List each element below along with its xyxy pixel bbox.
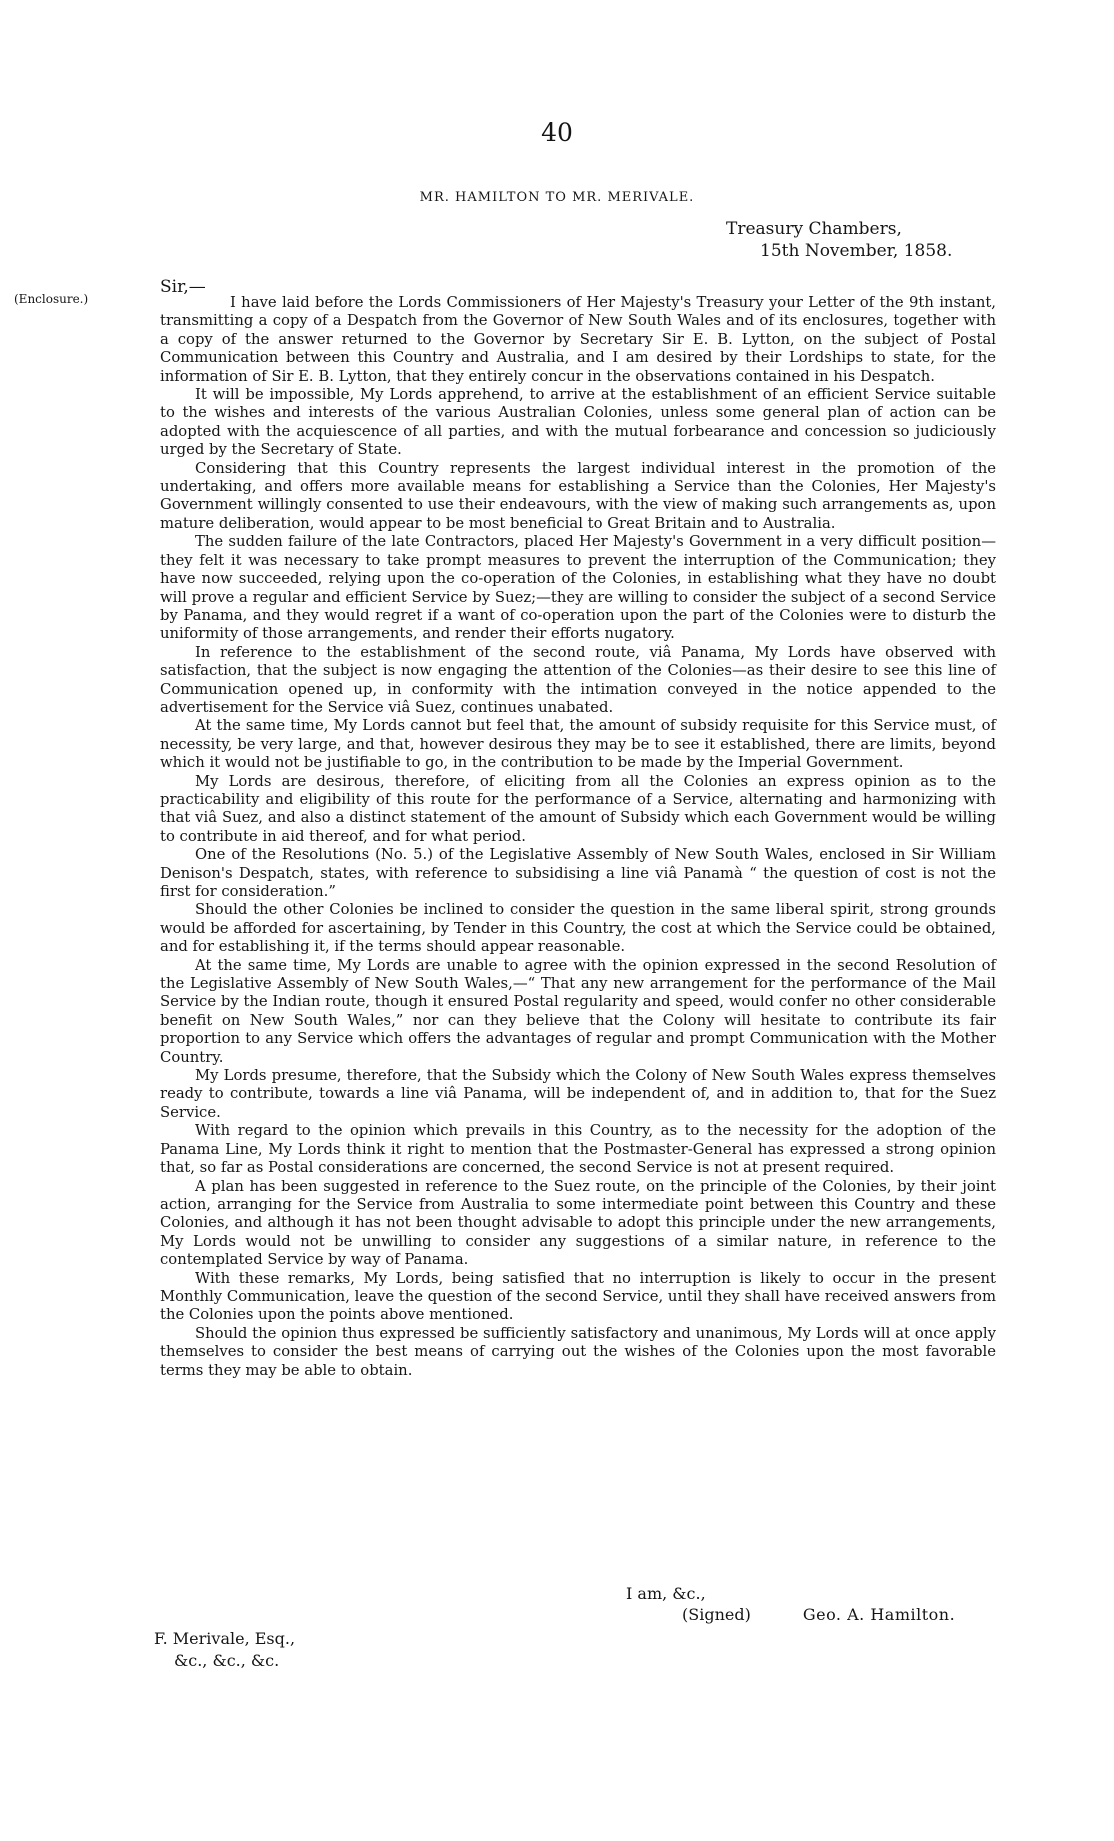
closing-phrase: I am, &c., [626,1584,706,1603]
dateline [726,218,1006,262]
salutation: Sir,— [160,277,206,297]
paragraph: With regard to the opinion which prevails in this Country, as to the necessity for the adoption of the Panama Line, My Lords think it right to mention that the Postmaster-General has expressed a strong opinion that, so far as Postal considerations are concerned, the second Service is not at present required. [160,1122,996,1177]
dateline-date: 15th November, 1858. [760,241,953,261]
dateline-place: Treasury Chambers, [726,219,902,239]
page-number: 40 [541,118,573,147]
letter-heading: MR. HAMILTON TO MR. MERIVALE. [419,190,695,205]
paragraph: One of the Resolutions (No. 5.) of the Legislative Assembly of New South Wales, enclosed in Sir William Denison's Despatch, states, with reference to subsidising a line viâ Panamà “ the question of cost is not the first for consideration.” [160,846,996,900]
paragraph: My Lords are desirous, therefore, of eliciting from all the Colonies an express opinion as to the practicability and eligibility of this route for the performance of a Service, alternating and harmonizing with that viâ Suez, and also a distinct statement of the amount of Subsidy which each Government would be willing to contribute in aid thereof, and for what period. [160,772,996,845]
paragraph: My Lords presume, therefore, that the Subsidy which the Colony of New South Wales express themselves ready to contribute, towards a line viâ Panama, will be independent of, and in addition to, that for the Suez Service. [160,1067,996,1121]
paragraph: With these remarks, My Lords, being satisfied that no interruption is likely to occur in the present Monthly Communication, leave the question of the second Service, until they shall have received answers from the Colonies upon the points above mentioned. [160,1269,996,1324]
paragraph: Should the opinion thus expressed be sufficiently satisfactory and unanimous, My Lords will at once apply themselves to consider the best means of carrying out the wishes of the Colonies upon the most favorable terms they may be able to obtain. [160,1324,996,1379]
addressee-block [154,1628,295,1672]
paragraph: I have laid before the Lords Commissioners of Her Majesty's Treasury your Letter of the 9th instant, transmitting a copy of a Despatch from the Governor of New South Wales and of its enclosures, together with a copy of the answer returned to the Governor by Secretary Sir E. B. Lytton, on the subject of Postal Communication between this Country and Australia, and I am desired by their Lordships to state, for the information of Sir E. B. Lytton, that they entirely concur in the observations contained in his Despatch. [160,294,996,385]
paragraph: It will be impossible, My Lords apprehend, to arrive at the establishment of an efficient Service suitable to the wishes and interests of the various Australian Colonies, unless some general plan of action can be adopted with the acquiescence of all parties, and with the mutual forbearance and concession so judiciously urged by the Secretary of State. [160,386,996,459]
addressee-etc: &c., &c., &c. [174,1651,280,1670]
paragraph: At the same time, My Lords are unable to agree with the opinion expressed in the second Resolution of the Legislative Assembly of New South Wales,—“ That any new arrangement for the performance of the Mail Service by the Indian route, though it ensured Postal regularity and speed, would confer no other considerable benefit on New South Wales,” nor can they believe that the Colony will hesitate to contribute its fair proportion to any Service which offers the advantages of regular and prompt Communication with the Mother Country. [160,956,996,1066]
paragraph: The sudden failure of the late Contractors, placed Her Majesty's Government in a very difficult position—they felt it was necessary to take prompt measures to prevent the interruption of the Communication; they have now succeeded, relying upon the co-operation of the Colonies, in establishing what they have no doubt will prove a regular and efficient Service by Suez;—they are willing to consider the subject of a second Service by Panama, and they would regret if a want of co-operation upon the part of the Colonies were to disturb the uniformity of those arrangements, and render their efforts nugatory. [160,533,996,643]
enclosure-margin-note: (Enclosure.) [14,292,89,306]
closing-block [620,1583,1020,1625]
signed-label: (Signed) [682,1605,751,1624]
letter-body [160,294,996,1380]
addressee-name: F. Merivale, Esq., [154,1629,296,1648]
paragraph: Should the other Colonies be inclined to consider the question in the same liberal spirit, strong grounds would be afforded for ascertaining, by Tender in this Country, the cost at which the Service could be obtained, and for establishing it, if the terms should appear reasonable. [160,901,996,956]
paragraph: A plan has been suggested in reference to the Suez route, on the principle of the Colonies, by their joint action, arranging for the Service from Australia to some intermediate point between this Country and these Colonies, and although it has not been thought advisable to adopt this principle under the new arrangements, My Lords would not be unwilling to consider any suggestions of a similar nature, in reference to the contemplated Service by way of Panama. [160,1177,996,1269]
paragraph: In reference to the establishment of the second route, viâ Panama, My Lords have observed with satisfaction, that the subject is now engaging the attention of the Colonies—as their desire to see this line of Communication opened up, in conformity with the intimation conveyed in the notice appended to the advertisement for the Service viâ Suez, continues unabated. [160,643,996,716]
paragraph: Considering that this Country represents the largest individual interest in the promotion of the undertaking, and offers more available means for establishing a Service than the Colonies, Her Majesty's Government willingly consented to use their endeavours, with the view of making such arrangements as, upon mature deliberation, would appear to be most beneficial to Great Britain and to Australia. [160,459,996,532]
paragraph: At the same time, My Lords cannot but feel that, the amount of subsidy requisite for this Service must, of necessity, be very large, and that, however desirous they may be to see it established, there are limits, beyond which it would not be justifiable to go, in the contribution to be made by the Imperial Government. [160,717,996,772]
signature: Geo. A. Hamilton. [802,1605,956,1624]
signature-line [620,1604,1020,1625]
